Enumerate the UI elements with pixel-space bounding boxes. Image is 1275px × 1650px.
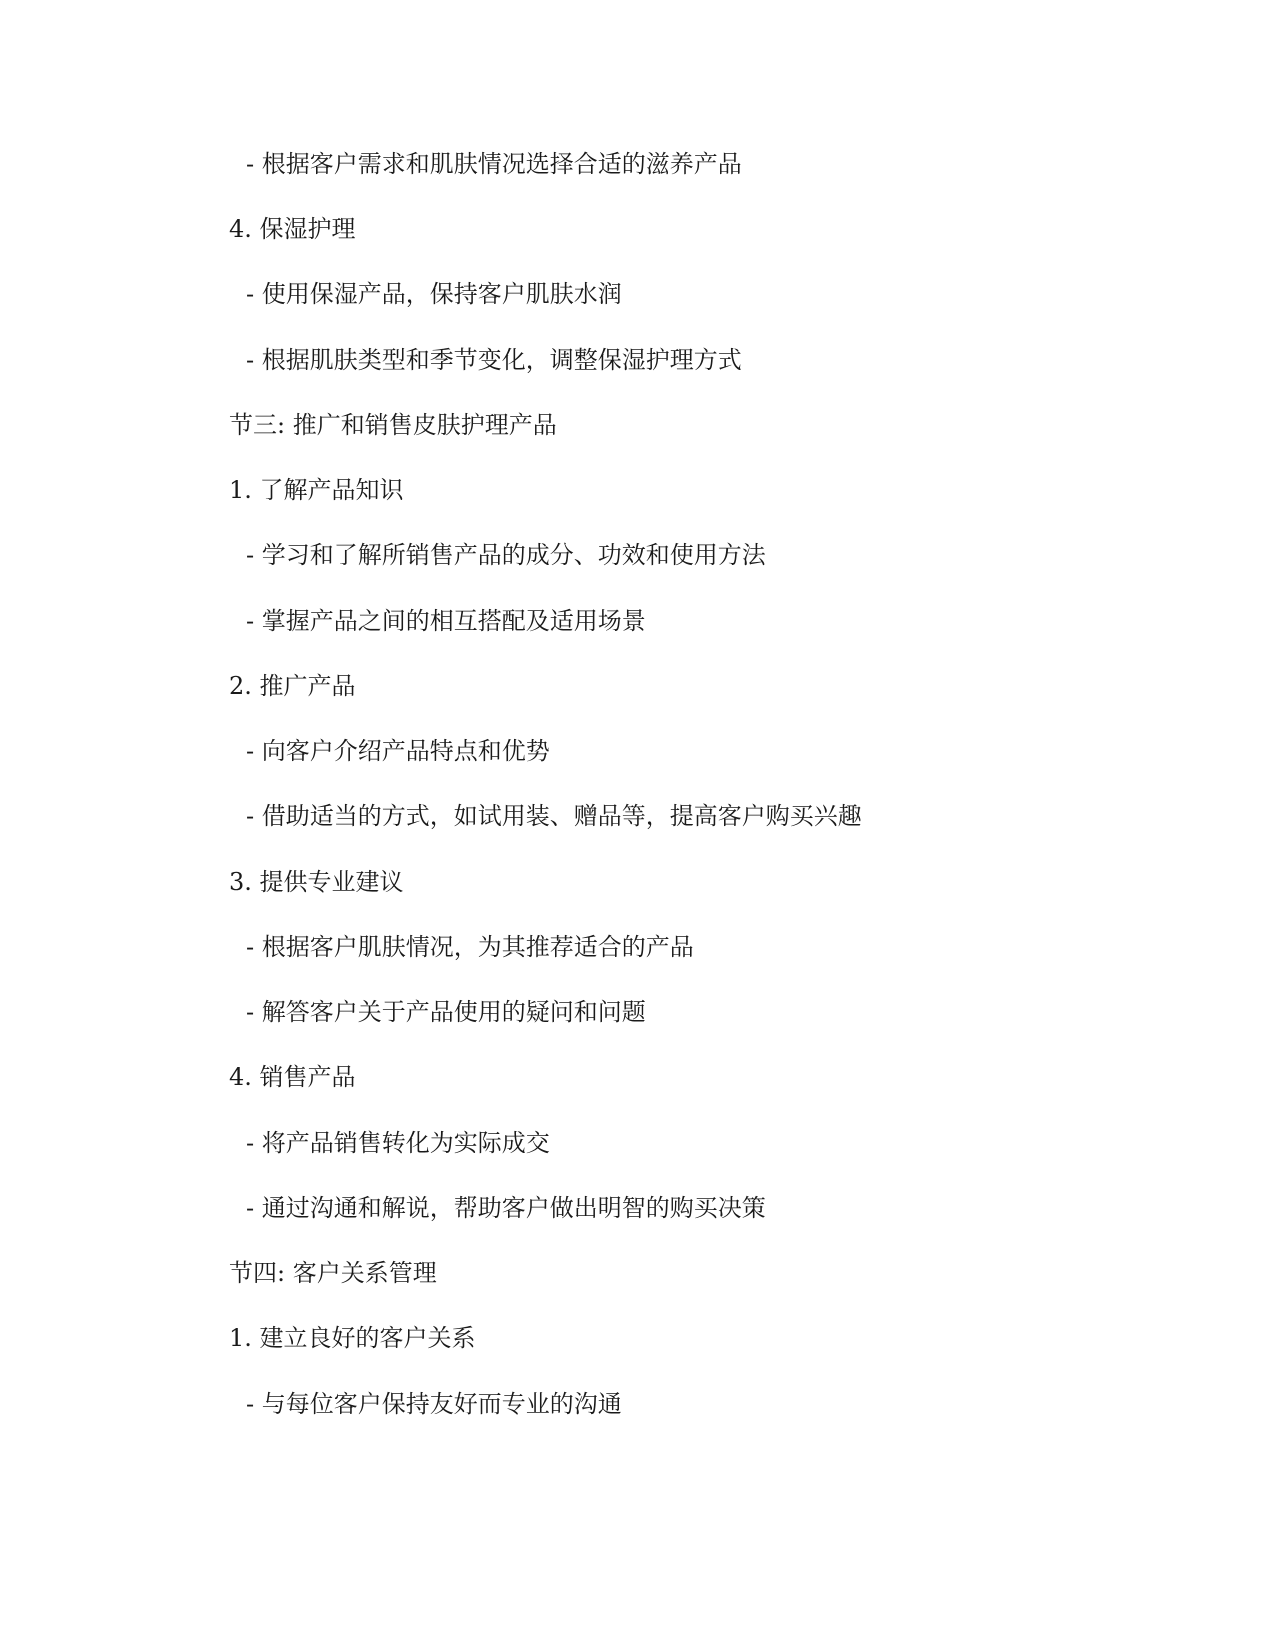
numbered-item: 4. 保湿护理 [229, 215, 356, 243]
numbered-item: 1. 建立良好的客户关系 [229, 1324, 476, 1352]
bullet-line: - 解答客户关于产品使用的疑问和问题 [246, 998, 646, 1026]
bullet-line: - 掌握产品之间的相互搭配及适用场景 [246, 607, 646, 635]
bullet-line: - 向客户介绍产品特点和优势 [246, 737, 550, 765]
section-heading: 节三: 推广和销售皮肤护理产品 [229, 411, 557, 439]
bullet-line: - 将产品销售转化为实际成交 [246, 1129, 550, 1157]
bullet-line: - 根据客户肌肤情况，为其推荐适合的产品 [246, 933, 694, 961]
bullet-line: - 与每位客户保持友好而专业的沟通 [246, 1390, 622, 1418]
numbered-item: 4. 销售产品 [229, 1063, 356, 1091]
bullet-line: - 根据肌肤类型和季节变化，调整保湿护理方式 [246, 346, 742, 374]
section-heading: 节四: 客户关系管理 [229, 1259, 437, 1287]
numbered-item: 1. 了解产品知识 [229, 476, 404, 504]
numbered-item: 2. 推广产品 [229, 672, 356, 700]
bullet-line: - 借助适当的方式，如试用装、赠品等，提高客户购买兴趣 [246, 802, 862, 830]
bullet-line: - 根据客户需求和肌肤情况选择合适的滋养产品 [246, 150, 742, 178]
bullet-line: - 学习和了解所销售产品的成分、功效和使用方法 [246, 541, 766, 569]
numbered-item: 3. 提供专业建议 [229, 868, 404, 896]
bullet-line: - 通过沟通和解说，帮助客户做出明智的购买决策 [246, 1194, 766, 1222]
bullet-line: - 使用保湿产品，保持客户肌肤水润 [246, 280, 622, 308]
